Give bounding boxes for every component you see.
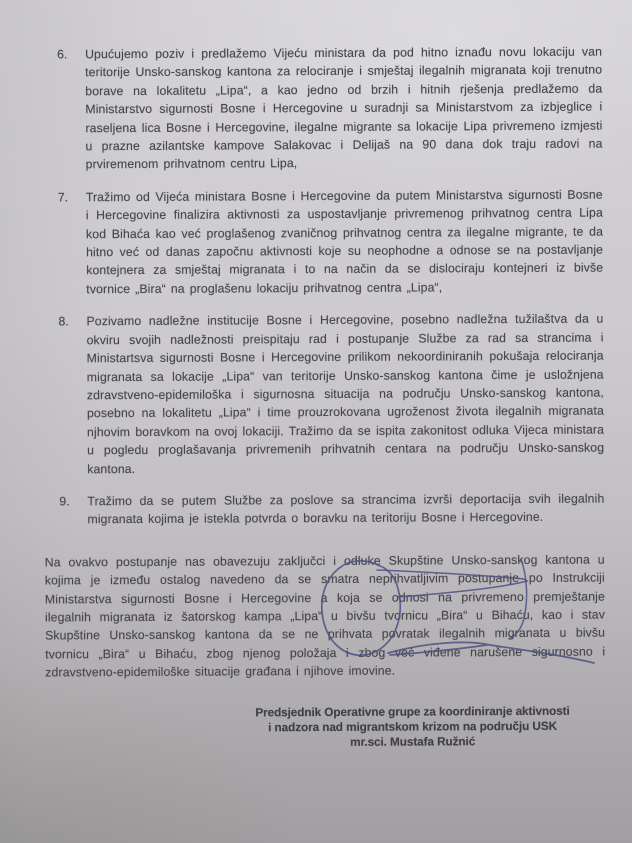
item-text: Tražimo od Vijeća ministara Bosne i Hercegovine da putem Ministarstva sigurnosti Bosne i Hercegovine finalizira aktivnosti za uspostavljanje privremenog prihvatnog centra Lipa kod Bihaća kao već proglašenog zvaničnog prihvatnog centra za ilegalne migrante, te da hitno već od danas započnu aktivnosti koje su neophodne a odnose se na postavljanje kontejnera za smještaj migranata i to na način da se dislociraju kontejneri iz bivše tvornice „Bira“ na proglašenu lokaciju prihvatnog centra „Lipa“, <box>85 187 604 297</box>
list-item <box>43 310 604 479</box>
signature-block <box>237 703 587 751</box>
list-item <box>44 489 604 529</box>
item-number: 6. <box>57 47 68 62</box>
signature-title-line-1: Predsjednik Operativne grupe za koordiniranje aktivnosti <box>255 703 570 719</box>
resolution-list <box>42 43 605 530</box>
item-number: 7. <box>57 190 69 205</box>
list-item <box>42 43 603 175</box>
item-text: Pozivamo nadležne institucije Bosne i Hercegovine, posebno nadležna tužilaštva da u okviru svojih nadležnosti preispitaju rad i postupanje Službe za rad sa strancima i Ministartsva sigurnosti Bosne i Hercegovine prilikom nekoordiniranih pokušaja relociranja migranata sa lokacije „Lipa“ van teritorije Unsko-sanskog kantona čime je usložnjena zdravstveno-epidemiloška i sigurnosna situacija na području Unsko-sanskog kantona, posebno na lokalitetu „Lipa“ i time prouzrokovana ugroženost života ilegalnih migranata njhovim boravkom na ovoj lokaciji. Tražimo da se ispita zakonitost odluka Vijeca ministara u pogledu proglašavanja privremenih prihvatnih centara na području Unsko-sanskog kantona. <box>86 311 605 476</box>
item-text: Tražimo da se putem Službe za poslove sa strancima izvrši deportacija svih ilegalnih migranata kojima je istekla potvrda o boravku na teritoriju Bosne i Hercegovine. <box>87 491 605 527</box>
closing-paragraph: Na ovakvo postupanje nas obavezuju zaključci i odluke Skupštine Unsko-sanskog kantona u kojima je između ostalog navedeno da se smatra neprihvatljivim postupanje po Instrukciji Ministarstva sigurnosti Bosne i Hercegovine a koja se odnosi na privremeno premještanje ilegalnih migranata iz šatorskog kampa „Lipa“ u bivšu tvornicu „Bira“ u Bihaću, kao i stav Skupštine Unsko-sanskog kantona da se ne prihvata povratak ilegalnih migranata u bivšu tvornicu „Bira“ u Bihaću, zbog njenog položaja i zbog već viđene narušene sigurnosno i zdravstveno-epidemiloške situacije građana i njihove imovine. <box>44 552 606 680</box>
signatory-name: mr.sci. Mustafa Ružnić <box>350 734 476 750</box>
item-number: 9. <box>59 494 70 509</box>
list-item <box>43 185 604 298</box>
item-number: 8. <box>58 314 69 329</box>
signature-title-line-2: i nadzora nad migrantskom krizom na području USK <box>268 718 558 735</box>
item-text: Upućujemo poziv i predlažemo Vijeću ministara da pod hitno iznađu novu lokaciju van teritorije Unsko-sanskog kantona za relociranje i smještaj ilegalnih migranata koji trenutno borave na lokalitetu „Lipa“, a kao jedno od brzih i hitnih rješenja predlažemo da Ministarstvo sigurnosti Bosne i Hercegovine u suradnji sa Ministarstvom za izbjeglice i raseljena lica Bosne i Hercegovine, ilegalne migrante sa lokacije Lipa privremeno izmjesti u prazne azilantske kampove Salakovac i Delijaš na 90 dana dok traju radovi na prviremenom prihvatnom centru Lipa, <box>85 44 603 172</box>
document-content <box>42 43 606 753</box>
